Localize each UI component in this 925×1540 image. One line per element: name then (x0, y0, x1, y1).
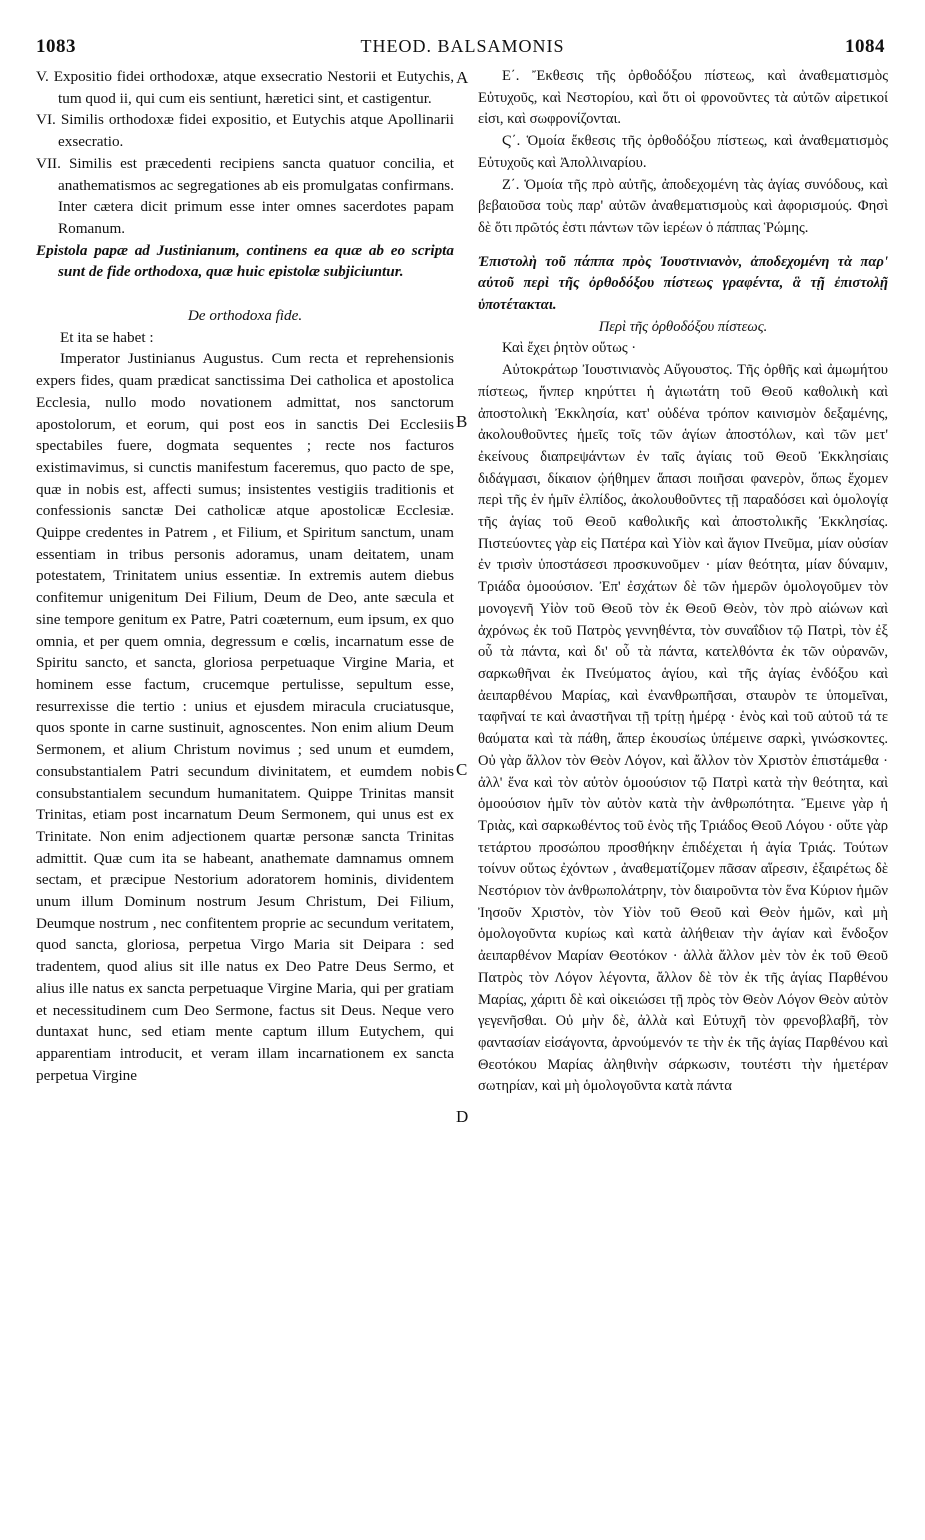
greek-column (478, 66, 888, 1098)
greek-body: Αὐτοκράτωρ Ἰουστινιανὸς Αὔγουστος. Τῆς ὀρθῆς καὶ ἀμωμήτου πίστεως, ἥνπερ κηρύττει ἡ ἁγιωτάτη τοῦ Θεοῦ καθολικὴ καὶ ἀποστολικὴ Ἐκκλησία, κατ' οὐδένα τρόπον καινισμὸν δεξαμένης, ἀκολουθοῦντες ἡμεῖς τοῖς τῶν ἁγίων ἀποστόλων, καὶ τῶν μετ' ἐκείνους διαπρεψάντων ἐν ταῖς ἁγίαις τοῦ Θεοῦ Ἐκκλησίαις διδάγμασι, δίκαιον ᾠήθημεν ἅπασι ποιῆσαι φανερὸν, ὅπως ἔχομεν περὶ τῆς ἐν ἡμῖν ἐλπίδος, ἀκολουθοῦντες τῇ παραδόσει καὶ ὁμολογίᾳ τῆς ἁγίας τοῦ Θεοῦ καθολικῆς καὶ ἀποστολικῆς Ἐκκλησίας. Πιστεύοντες γὰρ εἰς Πατέρα καὶ Υἱὸν καὶ ἅγιον Πνεῦμα, μίαν οὐσίαν ἐν τρισὶν ὑποστάσεσι προσκυνοῦμεν · μίαν θεότητα, μίαν δύναμιν, Τριάδα ὁμοούσιον. Ἐπ' ἐσχάτων δὲ τῶν ἡμερῶν ὁμολογοῦμεν τὸν μονογενῆ Υἱὸν τοῦ Θεοῦ τὸν ἐκ Θεοῦ Θεὸν, τὸν πρὸ αἰώνων καὶ ἀχρόνως ἐκ τοῦ Πατρὸς γεννηθέντα, τὸν συναΐδιον τῷ Πατρὶ, τὸν ἐξ οὗ τὰ πάντα, καὶ δι' οὗ τὰ πάντα, κατελθόντα ἐκ τῶν οὐρανῶν, σαρκωθῆναι ἐκ Πνεύματος ἁγίου, καὶ τῆς ἁγίας ἐνδόξου καὶ ἀειπαρθένου Μαρίας, καὶ ἐνανθρωπῆσαι, σταυρὸν τε ὑπομεῖναι, ταφῆναί τε καὶ ἀναστῆναι τῇ τρίτῃ ἡμέρᾳ · ἑνὸς καὶ τοῦ αὐτοῦ τά τε θαύματα καὶ τὰ πάθη, ἅπερ ἑκουσίως ὑπέμεινε σαρκὶ, γινώσκοντες. Οὐ γὰρ ἄλλον τὸν Θεὸν Λόγον, καὶ ἄλλον τὸν Χριστὸν ἐπιστάμεθα · ἀλλ' ἕνα καὶ τὸν αὐτὸν ὁμοούσιον τῷ Πατρὶ κατὰ τὴν θεότητα, καὶ ὁμοούσιον ἡμῖν τὸν αὐτὸν κατὰ τὴν ἀνθρωπότητα. Ἔμεινε γὰρ ἡ Τριὰς, καὶ σαρκωθέντος τοῦ ἑνὸς τῆς Τριάδος Θεοῦ Λόγου · οὔτε γὰρ τετάρτου προσώπου προσθήκην ἐπιδέχεται ἡ ἁγία Τριάς. Τούτων τοίνυν οὕτως ἐχόντων , ἀναθεματίζομεν πᾶσαν αἵρεσιν, ἐξαιρέτως δὲ Νεστόριον τὸν ἀνθρωπολάτρην, τὸν διαιροῦντα τὸν ἕνα Κύριον ἡμῶν Ἰησοῦν Χριστὸν, τὸν Υἱὸν τοῦ Θεοῦ καὶ Θεὸν ἡμῶν, καὶ μὴ ὁμολογοῦντα κυρίως καὶ κατὰ ἀλήθειαν τὴν ἁγίαν καὶ ἔνδοξον ἀειπαρθένον Μαρίαν Θεοτόκον · ἀλλὰ ἄλλον μὲν τὸν ἐκ τοῦ Θεοῦ Πατρὸς τὸν Λόγον λέγοντα, ἄλλον δὲ τὸν ἐκ τῆς ἁγίας Παρθένου Μαρίας, χάριτι δὲ καὶ οἰκειώσει τῇ πρὸς τὸν Θεὸν Λόγον Θεὸν αὐτὸν γεγενῆσθαι. Οὐ μὴν δὲ, ἀλλὰ καὶ Εὐτυχῆ τὸν φρενοβλαβῆ, τὸν φαντασίαν εἰσάγοντα, ἀρνούμενόν τε τὴν ἐκ τῆς ἁγίας Παρθένου καὶ Θεοτόκου Μαρίας ἀληθινὴν σάρκωσιν, τουτέστι τὴν ἡμετέραν σωτηρίαν, καὶ μὴ ὁμολογοῦντα κατὰ πάντα (478, 362, 888, 1095)
page-number-right: 1084 (845, 36, 885, 57)
greek-section-z: Ζ΄. Ὁμοία τῆς πρὸ αὐτῆς, ἀποδεχομένη τὰς ἁγίας συνόδους, καὶ βεβαιοῦσα τοὺς παρ' αὐτῶν ἀναθεματισμοὺς καὶ ἀφορισμούς. Φησὶ δὲ ὅτι πρῶτός ἐστι πάντων τῶν ἱερέων ὁ πάππας Ῥώμης. (478, 176, 888, 236)
margin-letter-d: D (456, 1107, 469, 1126)
latin-heading: De orthodoxa fide. (187, 307, 303, 325)
latin-intro: Et ita se habet : (60, 328, 154, 346)
latin-column (36, 66, 454, 1086)
margin-letter-a: A (456, 68, 469, 87)
greek-section-s: Ϛ΄. Ὁμοία ἔκθεσις τῆς ὀρθοδόξου πίστεως, καὶ ἀναθεματισμὸς Εὐτυχοῦς καὶ Ἀπολλιναρίου. (478, 133, 888, 171)
greek-heading: Περὶ τῆς ὀρθοδόξου πίστεως. (598, 318, 768, 335)
spacer (478, 240, 888, 252)
margin-letter-c: C (456, 760, 468, 779)
greek-epistola-title: Ἐπιστολὴ τοῦ πάππα πρὸς Ἰουστινιανὸν, ἀποδεχομένη τὰ παρ' αὐτοῦ περὶ τῆς ὀρθοδόξου πίστεως γραφέντα, ἃ τῇ ἐπιστολῇ ὑποτέτακται. (478, 253, 888, 314)
running-title: THEOD. BALSAMONIS (360, 36, 565, 56)
greek-intro: Καὶ ἔχει ῥητὸν οὕτως · (502, 340, 637, 357)
latin-body: Imperator Justinianus Augustus. Cum recta et reprehensionis expers fides, quam prædicat sanctissima Dei catholica et apostolica Ecclesia, nullo modo novationem admittat, nos sanctorum apostolorum, et eorum, qui post eos in sanctis Dei Ecclesiis spectabiles fuere, dogmata sequentes ; recte nos facturos existimavimus, si cunctis manifestum faceremus, quo pacto de spe, quæ in nobis est, affecti sumus; insistentes vestigiis traditionis et confessionis sanctæ Dei catholicæ atque apostolicæ Ecclesiæ. Quippe credentes in Patrem , et Filium, et Spiritum sanctum, unam essentiam in tribus personis adoramus, unam deitatem, unam potestatem, Trinitatem unius essentiæ. In extremis autem diebus confitemur unigenitum Dei Filium, Deum de Deo, ante sæcula et sine tempore genitum ex Patre, Patri coæternum, eum ipsum, ex quo omnia, et per quem omnia, degressum e cœlis, incarnatum esse de Spiritu sancto, et sancta, gloriosa perpetuaque Virgine Maria, et hominem esse factum, crucemque pertulisse, sepultum esse, resurrexisse die tertio : unius et ejusdem miracula cruciatusque, quos sponte in carne sustinuit, agnoscentes. Non enim alium Deum Sermonem, et alium Christum novimus ; sed unum et eumdem, consubstantialem Patri secundum divinitatem, et eumdem nobis consubstantialem secundum humanitatem. Quippe Trinitas mansit Trinitas, etiam post incarnatum Deum Sermonem, qui unus est ex Trinitate. Non enim adjectionem quartæ personæ sancta Trinitas admittit. Quæ cum ita se habeant, anathemate damnamus omnem sectam, et præcipue Nestorium adoratorem hominis, dividentem unum illum Dominum nostrum Jesum Christum, Dei Filium, Deumque nostrum , nec confitentem proprie ac secundum veritatem, quod sancta, gloriosa, perpetua Virgo Maria sit Deipara : sed tradentem, quod alius sit ille natus ex Deo Patre Deus Sermo, et alius ille natus ex sancta perpetuaque Virgine Maria, qui per gratiam et necessitudinem cum Deo Sermone, factus sit Deus. Neque vero duntaxat hunc, sed etiam mente captum illum Eutychem, qui apparentiam introducit, et veram illam incarnationem ex sancta perpetua Virgine (36, 350, 454, 1084)
greek-section-e: Ε΄. Ἔκθεσις τῆς ὀρθοδόξου πίστεως, καὶ ἀναθεματισμὸς Εὐτυχοῦς, καὶ Νεστορίου, καὶ ὅτι οἱ φρονοῦντες τὰ αὐτῶν αἱρετικοί εἰσι, καὶ σωφρονίζονται. (478, 68, 888, 128)
latin-section-vii: VII. Similis est præcedenti recipiens sancta quatuor concilia, et anathematismos ac segregationes ab eis promulgatas confirmans. Inter cætera dicit primum esse inter omnes sacerdotes papam Romanum. (36, 154, 454, 237)
margin-letter-b: B (456, 412, 468, 431)
latin-epistola-title: Epistola papæ ad Justinianum, continens ea quæ ab eo scripta sunt de fide orthodoxa, quæ huic epistolæ subjiciuntur. (36, 241, 454, 281)
spacer (36, 283, 454, 305)
latin-section-v: V. Expositio fidei orthodoxæ, atque exsecratio Nestorii et Eutychis, tum quod ii, qui cum eis sentiunt, hæretici sint, et castigentur. (36, 68, 454, 107)
page-number-left: 1083 (36, 36, 76, 57)
latin-section-vi: VI. Similis orthodoxæ fidei expositio, et Eutychis atque Apollinarii exsecratio. (36, 111, 454, 151)
